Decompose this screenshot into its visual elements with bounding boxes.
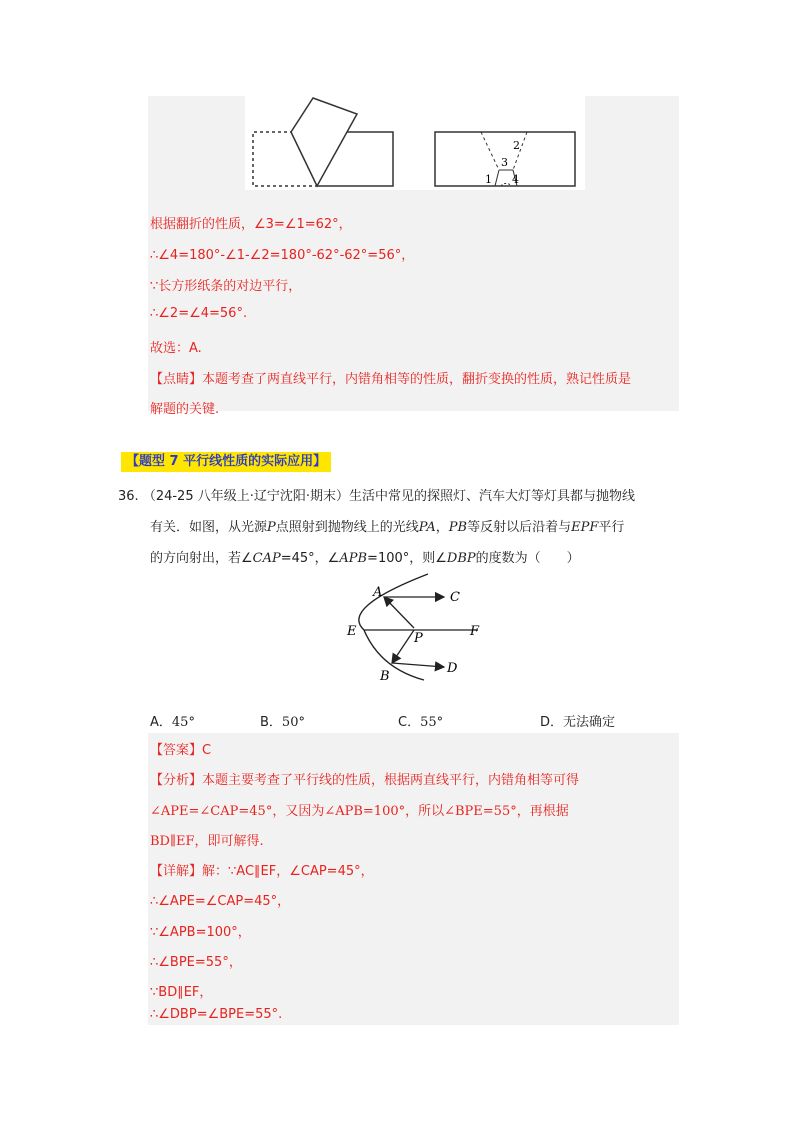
question-line-2 xyxy=(150,516,624,535)
detail-line-1 xyxy=(150,860,374,879)
angle-label-1: 1 xyxy=(485,173,492,186)
detail-text-1: 解：∵AC∥EF，∠CAP=45°， xyxy=(202,864,374,879)
heading-bracket-open: 【 xyxy=(126,454,140,469)
question-source: （24-25 八年级上·辽宁沈阳·期末）生活中常见的探照灯、汽车大灯等灯具都与抛物线 xyxy=(142,489,636,504)
answer-line xyxy=(150,739,211,758)
point-e-label: E xyxy=(347,624,357,639)
option-a[interactable] xyxy=(150,711,195,730)
q3-text-d: 的度数为（ ） xyxy=(475,551,580,566)
answer-value: C xyxy=(202,743,212,758)
option-b-key: B． xyxy=(260,715,282,730)
option-d-value: 无法确定 xyxy=(563,715,616,730)
question-number: 36. xyxy=(118,489,139,504)
point-b-label: B xyxy=(380,669,390,684)
solution-line-2: ∴∠4=180°-∠1-∠2=180°-62°-62°=56°， xyxy=(150,248,415,263)
heading-text: 题型 7 平行线性质的实际应用 xyxy=(139,454,314,469)
angle-label-2: 2 xyxy=(513,139,520,152)
q3-text-b: =45°，∠ xyxy=(280,551,340,566)
heading-bracket-close: 】 xyxy=(313,454,327,469)
q3-text-c: =100°，则∠ xyxy=(367,551,447,566)
point-f-label: F xyxy=(470,624,480,639)
analysis-line-1 xyxy=(150,769,579,788)
folding-figure xyxy=(245,94,585,190)
option-d-key: D． xyxy=(540,715,564,730)
analysis-text-1: 本题主要考查了平行线的性质，根据两直线平行，内错角相等可得 xyxy=(202,773,580,788)
analysis-line-2: ∠APE=∠CAP=45°，又因为∠APB=100°，所以∠BPE=55°，再根据 xyxy=(150,804,569,819)
point-a-label: A xyxy=(373,585,383,600)
analysis-line-3: BD∥EF，即可解得. xyxy=(150,834,264,849)
detail-line-6: ∴∠DBP=∠BPE=55°. xyxy=(150,1007,283,1022)
note-tag: 【点睛】 xyxy=(150,372,203,387)
note-line-1 xyxy=(150,368,631,387)
detail-line-4: ∴∠BPE=55°， xyxy=(150,955,242,970)
q2-text-a: 有关．如图，从光源 xyxy=(150,520,268,535)
q3-text-a: 的方向射出，若∠ xyxy=(150,551,253,566)
q2-text-e: 平行 xyxy=(598,520,625,535)
point-d-label: D xyxy=(447,661,458,676)
note-text-1: 本题考查了两直线平行，内错角相等的性质，翻折变换的性质，熟记性质是 xyxy=(202,372,632,387)
q2-text-b: 点照射到抛物线上的光线 xyxy=(275,520,419,535)
q3-apb: APB xyxy=(339,551,368,566)
point-p-label: P xyxy=(414,631,423,646)
detail-tag: 【详解】 xyxy=(150,864,203,879)
solution-line-5: 故选：A. xyxy=(150,341,202,356)
detail-line-3: ∵∠APB=100°， xyxy=(150,925,251,940)
question-line-1 xyxy=(118,485,635,504)
option-a-key: A． xyxy=(150,715,172,730)
answer-tag: 【答案】 xyxy=(150,743,203,758)
section-heading xyxy=(121,452,331,472)
point-c-label: C xyxy=(450,590,460,605)
option-b[interactable] xyxy=(260,711,305,730)
q3-cap: CAP xyxy=(252,551,281,566)
option-c-value: 55° xyxy=(420,715,444,730)
detail-line-5: ∵BD∥EF， xyxy=(150,985,213,1000)
solution-line-4: ∴∠2=∠4=56°. xyxy=(150,306,248,321)
solution-line-3: ∵长方形纸条的对边平行， xyxy=(150,279,302,294)
option-b-value: 50° xyxy=(281,715,305,730)
question-line-3 xyxy=(150,547,580,566)
q2-epf: EPF xyxy=(571,520,599,535)
solution-line-1: 根据翻折的性质，∠3=∠1=62°， xyxy=(150,217,352,232)
q2-pb: PB xyxy=(448,520,468,535)
q2-text-d: 等反射以后沿着与 xyxy=(467,520,572,535)
angle-label-3: 3 xyxy=(501,156,508,169)
note-line-2: 解题的关键. xyxy=(150,402,220,417)
parabola-figure xyxy=(340,568,500,688)
q3-dbp: DBP xyxy=(446,551,476,566)
option-a-value: 45° xyxy=(171,715,195,730)
q2-text-c: ， xyxy=(435,520,449,535)
angle-label-4: 4 xyxy=(512,173,519,186)
q2-pa: PA xyxy=(418,520,436,535)
option-c-key: C． xyxy=(398,715,421,730)
detail-line-2: ∴∠APE=∠CAP=45°， xyxy=(150,894,291,909)
option-c[interactable] xyxy=(398,711,443,730)
option-d[interactable] xyxy=(540,711,615,730)
q2-p: P xyxy=(267,520,276,535)
analysis-tag: 【分析】 xyxy=(150,773,203,788)
